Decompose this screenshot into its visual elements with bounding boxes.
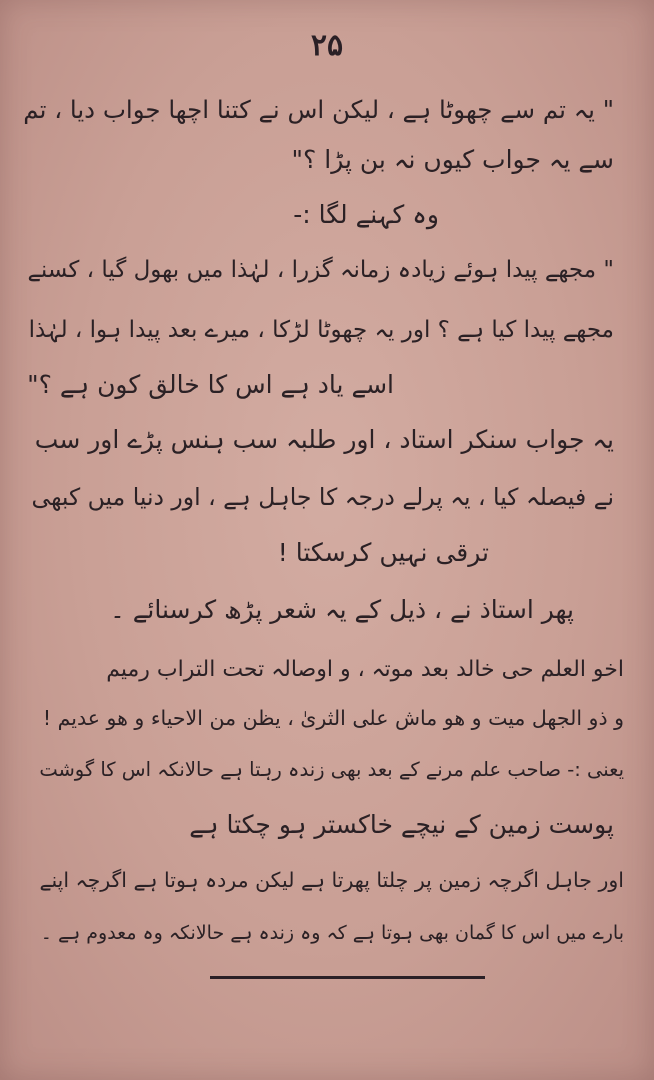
text-line-2: سے یہ جواب کیوں نہ بن پڑا ؟"	[291, 145, 614, 174]
text-line-10: پھر استاذ نے ، ذیل کے یہ شعر پڑھ کرسنائے ۔	[110, 595, 574, 624]
verse-line-2: و ذو الجھل میت و ھو ماش علی الثریٰ ، یظن من الاحیاء و ھو عدیم !	[42, 706, 624, 730]
text-line-9: ترقی نہیں کرسکتا !	[277, 538, 489, 567]
text-line-11: یعنی :- صاحب علم مرنے کے بعد بھی زندہ رہتا ہے حالانکہ اس کا گوشت	[39, 758, 624, 781]
text-line-8: نے فیصلہ کیا ، یہ پرلے درجہ کا جاہل ہے ، اور دنیا میں کبھی	[31, 483, 614, 511]
page-number: ۲۵	[310, 28, 344, 63]
text-line-14: بارے میں اس کا گمان بھی ہوتا ہے کہ وہ زندہ ہے حالانکہ وہ معدوم ہے ۔	[40, 922, 624, 944]
verse-line-1: اخو العلم حی خالد بعد موتہ ، و اوصالہ تحت التراب رمیم	[106, 657, 624, 682]
text-line-4: " مجھے پیدا ہوئے زیادہ زمانہ گزرا ، لہٰذا میں بھول گیا ، کسنے	[27, 257, 614, 283]
text-line-13: اور جاہل اگرچہ زمین پر چلتا پھرتا ہے لیکن مردہ ہوتا ہے اگرچہ اپنے	[39, 868, 624, 892]
text-line-1: " یہ تم سے چھوٹا ہے ، لیکن اس نے کتنا اچھا جواب دیا ، تم	[23, 95, 614, 124]
text-line-12: پوست زمین کے نیچے خاکستر ہو چکتا ہے	[189, 810, 614, 839]
text-line-5: مجھے پیدا کیا ہے ؟ اور یہ چھوٹا لڑکا ، میرے بعد پیدا ہوا ، لہٰذا	[28, 317, 614, 343]
text-line-3: وہ کہنے لگا :-	[293, 200, 439, 229]
end-rule	[210, 976, 485, 979]
text-line-6: اسے یاد ہے اس کا خالق کون ہے ؟"	[27, 370, 394, 399]
text-line-7: یہ جواب سنکر استاد ، اور طلبہ سب ہنس پڑے اور سب	[34, 425, 614, 454]
